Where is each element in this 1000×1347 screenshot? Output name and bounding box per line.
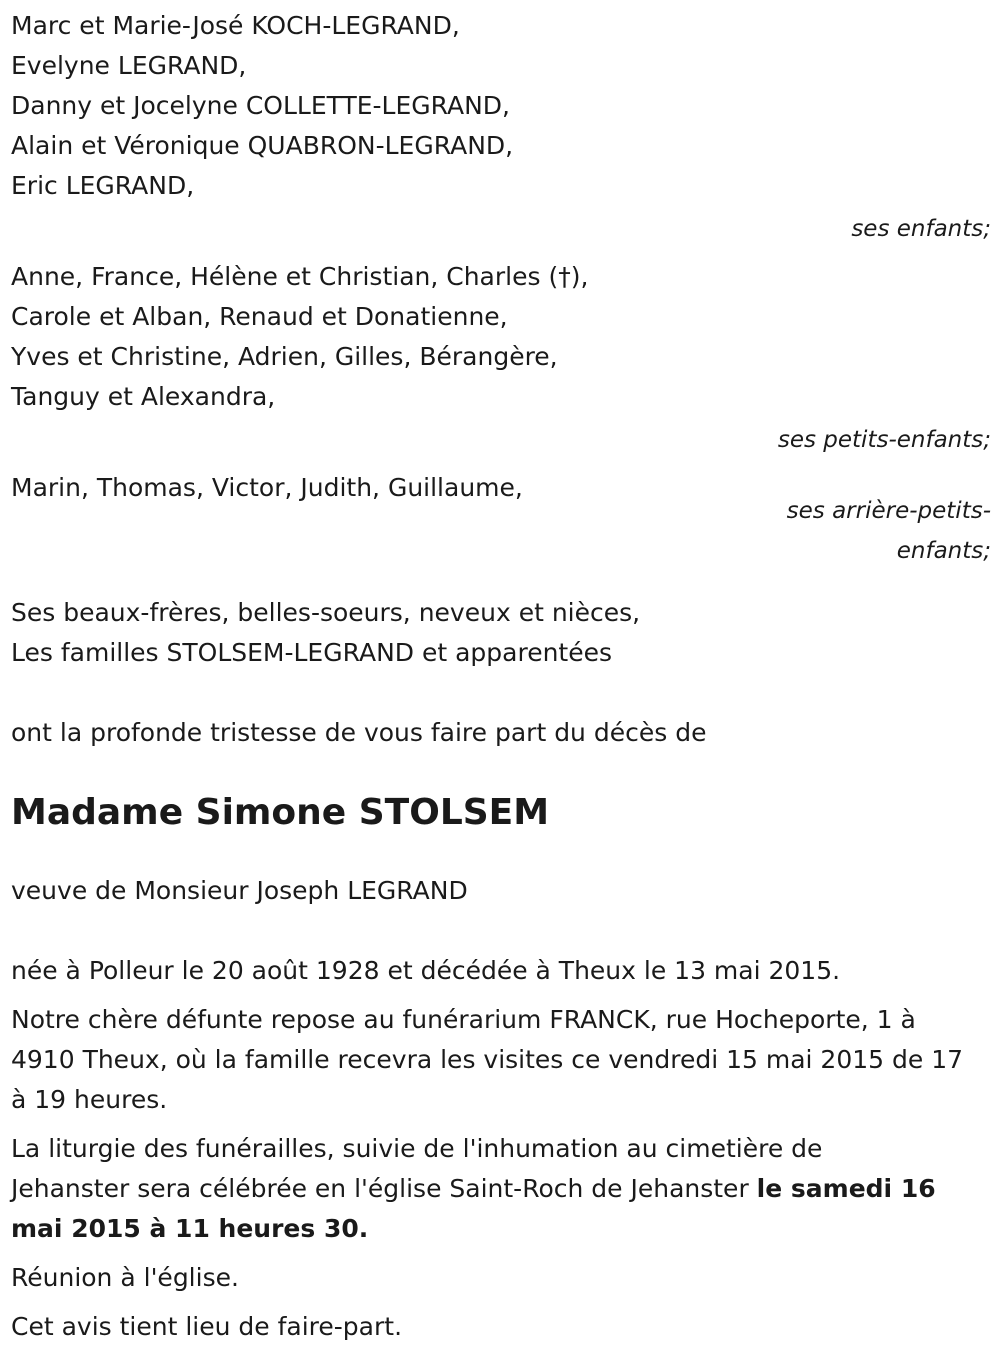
family-line: Yves et Christine, Adrien, Gilles, Bérangère, [11,342,558,371]
family-line: Les familles STOLSEM-LEGRAND et apparentées [11,638,613,667]
great-grandchildren-section [11,468,991,571]
visitation-paragraph [11,1000,991,1120]
family-line: Evelyne LEGRAND, [11,51,247,80]
other-relatives-section [11,593,991,673]
family-line: Marc et Marie-José KOCH-LEGRAND, [11,11,460,40]
role-label: ses enfants; [851,216,991,242]
paragraph-line: Notre chère défunte repose au funérarium FRANCK, rue Hocheporte, 1 à [11,1005,916,1034]
obituary-notice [11,6,991,1347]
family-line: Marin, Thomas, Victor, Judith, Guillaume, [11,473,523,502]
funeral-paragraph [11,1129,991,1249]
paragraph-line: 4910 Theux, où la famille recevra les visites ce vendredi 15 mai 2015 de 17 [11,1045,964,1074]
family-line: Tanguy et Alexandra, [11,382,276,411]
announcement-text: ont la profonde tristesse de vous faire part du décès de [11,718,707,747]
family-line: Ses beaux-frères, belles-soeurs, neveux et nièces, [11,598,641,627]
spacer [11,753,991,788]
role-label: enfants; [896,538,991,564]
grandchildren-section [11,257,991,463]
funeral-date-text: le samedi 16 [756,1174,936,1203]
spacer [11,673,991,713]
widow-of-text: veuve de Monsieur Joseph LEGRAND [11,876,468,905]
spacer [11,911,991,951]
family-line: Eric LEGRAND, [11,171,195,200]
funeral-time-text: mai 2015 à 11 heures 30. [11,1214,369,1243]
birth-death-text: née à Polleur le 20 août 1928 et décédée à Theux le 13 mai 2015. [11,956,841,985]
spacer [11,1249,991,1258]
family-line: Carole et Alban, Renaud et Donatienne, [11,302,508,331]
deceased-name: Madame Simone STOLSEM [11,792,550,833]
role-label: ses arrière-petits- [786,498,991,524]
spacer [11,991,991,1000]
spacer [11,571,991,593]
spacer [11,1298,991,1307]
spacer [11,1120,991,1129]
family-line: Anne, France, Hélène et Christian, Charles (†), [11,262,589,291]
family-line: Danny et Jocelyne COLLETTE-LEGRAND, [11,91,510,120]
paragraph-line: La liturgie des funérailles, suivie de l'inhumation au cimetière de [11,1134,823,1163]
paragraph-line: à 19 heures. [11,1085,168,1114]
children-section [11,6,991,252]
meeting-text: Réunion à l'église. [11,1263,239,1292]
funeral-location-text: Jehanster sera célébrée en l'église Saint-Roch de Jehanster [11,1174,757,1203]
closing-text: Cet avis tient lieu de faire-part. [11,1312,403,1341]
spacer [11,838,991,871]
paragraph-line [11,1169,991,1209]
family-line: Alain et Véronique QUABRON-LEGRAND, [11,131,514,160]
role-label: ses petits-enfants; [777,427,991,453]
